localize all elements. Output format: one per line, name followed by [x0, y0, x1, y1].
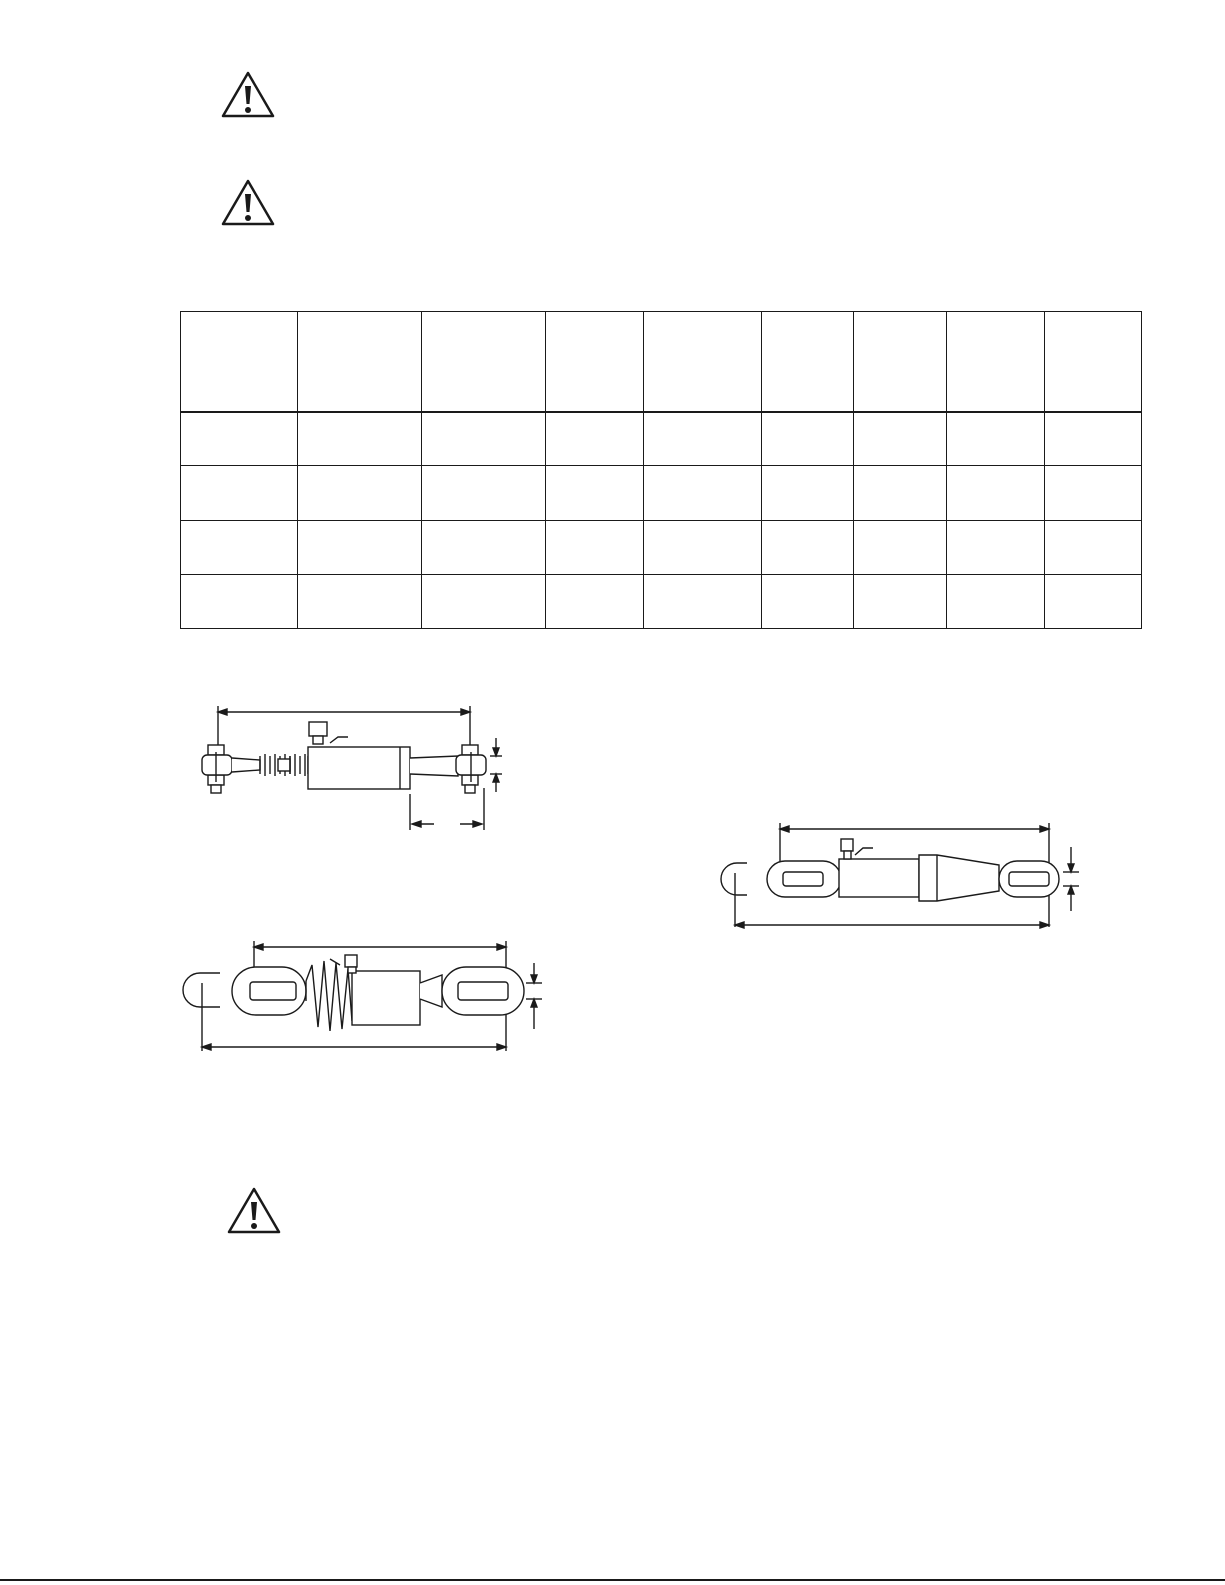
eye-cylinder-bellows-drawing: [180, 935, 550, 1060]
table-cell: [644, 412, 762, 466]
table-cell: [854, 412, 947, 466]
table-header-cell: [422, 312, 546, 412]
table-cell: [1045, 520, 1142, 574]
table-header-cell: [181, 312, 298, 412]
table-cell: [181, 574, 298, 628]
table-cell: [546, 466, 644, 520]
table-row: [181, 574, 1142, 628]
table-header-cell: [1045, 312, 1142, 412]
table-cell: [762, 574, 854, 628]
table-cell: [947, 574, 1045, 628]
table-header-cell: [644, 312, 762, 412]
table-cell: [854, 520, 947, 574]
table-cell: [1045, 412, 1142, 466]
table-cell: [1045, 466, 1142, 520]
table-header-cell: [854, 312, 947, 412]
clevis-cylinder-drawing: [190, 700, 520, 840]
table-cell: [181, 412, 298, 466]
table-cell: [546, 574, 644, 628]
table-cell: [546, 520, 644, 574]
table-row: [181, 412, 1142, 466]
table-cell: [854, 574, 947, 628]
table-cell: [947, 466, 1045, 520]
table-header-cell: [947, 312, 1045, 412]
warning-triangle-icon: [226, 1186, 282, 1236]
table-cell: [298, 466, 422, 520]
warning-triangle-icon: [220, 70, 276, 120]
table-cell: [762, 520, 854, 574]
page-footer-rule: [0, 1579, 1225, 1581]
table-cell: [181, 520, 298, 574]
table-header-row: [181, 312, 1142, 412]
table-cell: [854, 466, 947, 520]
table-cell: [298, 520, 422, 574]
table-cell: [947, 412, 1045, 466]
table-cell: [546, 412, 644, 466]
table-header-cell: [298, 312, 422, 412]
table-cell: [762, 466, 854, 520]
table-row: [181, 466, 1142, 520]
warning-triangle-icon: [220, 178, 276, 228]
spec-table: [180, 311, 1142, 629]
table-cell: [947, 520, 1045, 574]
table-cell: [298, 574, 422, 628]
eye-cylinder-tapered-drawing: [715, 815, 1090, 940]
table-cell: [422, 466, 546, 520]
table-header-cell: [762, 312, 854, 412]
table-cell: [644, 574, 762, 628]
table-cell: [644, 466, 762, 520]
table-row: [181, 520, 1142, 574]
table-cell: [422, 412, 546, 466]
table-cell: [181, 466, 298, 520]
table-header-cell: [546, 312, 644, 412]
table-cell: [1045, 574, 1142, 628]
table-cell: [298, 412, 422, 466]
table-cell: [762, 412, 854, 466]
table-cell: [422, 520, 546, 574]
table-cell: [422, 574, 546, 628]
table-cell: [644, 520, 762, 574]
